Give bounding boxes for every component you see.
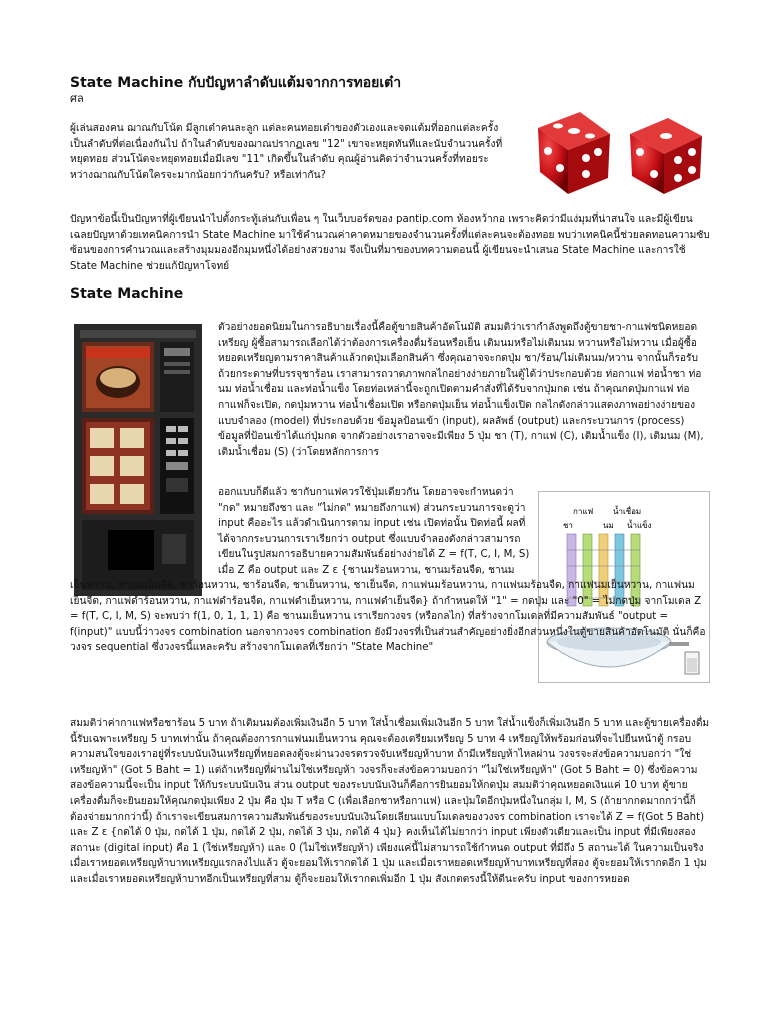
label-tea: ชา — [563, 521, 573, 530]
problem-paragraph: ปัญหาข้อนี้เป็นปัญหาที่ผู้เขียนนำไปตั้งกระทู้เล่นกับเพื่อน ๆ ในเว็บบอร์ดของ pantip.com ห้องหว้ากอ เพราะคิดว่ามีแง่มุมที่น่าสนใจ และมีผู้เขียนเฉลยปัญหาด้วยเทคนิคการนำ State Machine มาใช้คำนวณค่าคาดหมายของจำนวนครั้งที่แต่ละคนจะต้องทอย พบว่าเทคนิคนี้ช่วยลดทอนความซับซ้อนของการคำนวณและสร้างมุมมองอีกมุมหนึ่งได้อย่างสวยงาม จึงเป็นที่มาของบทความตอนนี้ ผู้เขียนจะนำเสนอ State Machine และการใช้ State Machine ช่วยแก้ปัญหาโจทย์ — [70, 214, 710, 272]
label-milk: นม — [603, 521, 614, 530]
body-paragraph-b: ออกแบบก็ดีแล้ว ชากับกาแฟควรใช้ปุ่มเดียวกัน โดยอาจจะกำหนดว่า "กด" หมายถึงชา และ "ไม่กด" หมายถึงกาแฟ) ส่วนกระบวนการจะดูว่า input คืออะไร แล้วดำเนินการตาม input เช่น เปิดท่อนั้น ปิดท่อนี้ ผลที่ได้จากกระบวนการเราเรียกว่า output ซึ่งแบบจำลองดังกล่าวสามารถเขียนในรูปสมการอธิบายความสัมพันธ์อย่างง่ายได้ Z = f(T, C, I, M, S) เมื่อ Z คือ output และ Z ε {ชานมร้อนหวาน, ชานมร้อนจืด, ชานม — [218, 487, 530, 576]
author: ศล — [70, 92, 84, 105]
body-paragraph-c: เย็นหวาน, ชานมเย็นจืด, ชาร้อนหวาน, ชาร้อนจืด, ชาเย็นหวาน, ชาเย็นจืด, กาแฟนมร้อนหวาน, กาแฟนมร้อนจืด, กาแฟนมเย็นหวาน, กาแฟนมเย็นจืด, กาแฟดำร้อนหวาน, กาแฟดำร้อนจืด, กาแฟดำเย็นหวาน, กาแฟดำเย็นจืด} ถ้ากำหนดให้ "1" = กดปุ่ม และ "0" = ไม่กดปุ่ม จากโมเดล Z = f(T, C, I, M, S) จะพบว่า f(1, 0, 1, 1, 1) คือ ชานมเย็นหวาน เราเรียกวงจร (หรือกลไก) ที่สร้างจากโมเดลที่มีความสัมพันธ์ "output = f(input)" แบบนี้ว่าวงจร combination นอกจากวงจร combination ยังมีวงจรที่เป็นส่วนสำคัญอย่างยิ่งอีกส่วนหนึ่งในตู้ขายสินค้าอัตโนมัติ นั่นก็คือวงจร sequential ซึ่งวงจรนี้แหละครับ สร้างจากโมเดลที่เรียกว่า "State Machine" — [70, 580, 706, 654]
intro-paragraph: ผู้เล่นสองคน ฌาณกับโน้ต มีลูกเต๋าคนละลูก แต่ละคนทอยเต๋าของตัวเองและจดแต้มที่ออกแต่ละครั้งเป็นลำดับที่ต่อเนื่องกันไป ถ้าในลำดับของฌาณปรากฏเลข "12" เขาจะหยุดทันทีและนับจำนวนครั้งที่หยุดทอย ส่วนโน้ตจะหยุดทอยเมื่อมีเลข "11" เกิดขึ้นในลำดับ คุณผู้อ่านคิดว่าจำนวนครั้งที่ทอยระหว่างฌาณกับโน้ตใครจะมากน้อยกว่ากันครับ? หรือเท่ากัน? — [70, 123, 503, 181]
label-syrup: น้ำเชื่อม — [613, 507, 642, 516]
dice-image — [518, 100, 714, 196]
vending-machine-image — [72, 322, 204, 598]
section-heading: State Machine — [70, 286, 184, 302]
article-title: State Machine กับปัญหาลำดับแต้มจากการทอยเต๋า — [70, 75, 402, 91]
label-ice: น้ำแข็ง — [627, 521, 652, 530]
body-paragraph-d: สมมติว่าค่ากาแฟหรือชาร้อน 5 บาท ถ้าเติมนมต้องเพิ่มเงินอีก 5 บาท ใส่น้ำเชื่อมเพิ่มเงินอีก 5 บาท ใส่น้ำแข็งก็เพิ่มเงินอีก 5 บาท และตู้ขายเครื่องดื่มนี้รับเฉพาะเหรียญ 5 บาทเท่านั้น ถ้าคุณต้องการกาแฟนมเย็นหวาน คุณจะต้องเตรียมเหรียญ 5 บาท 4 เหรียญให้พร้อมก่อนที่จะไปยืนหน้าตู้ กรอบความสนใจของเราอยู่ที่ระบบนับเงินเหรียญที่หยอดลงตู้จะผ่านวงจรตรวจจับเหรียญห้าบาท ถ้ามีเหรียญห้าไหลผ่าน วงจรจะส่งข้อความบอกว่า "ใช่เหรียญห้า" (Got 5 Baht = 1) แต่ถ้าเหรียญที่ผ่านไม่ใช่เหรียญห้า วงจรก็จะส่งข้อความบอกว่า "ไม่ใช่เหรียญห้า" (Got 5 Baht = 0) ซึ่งข้อความสองข้อความนี้จะเป็น input ให้กับระบบนับเงิน ส่วน output ของระบบนับเงินก็คือการยินยอมให้กดปุ่ม สมมติว่าคุณหยอดเงินแค่ 10 บาท ตู้ขายเครื่องดื่มก็จะยินยอมให้คุณกดปุ่มเพียง 2 ปุ่ม คือ ปุ่ม T หรือ C (เพื่อเลือกชาหรือกาแฟ) และปุ่มใดอีกปุ่มหนึ่งในกลุ่ม I, M, S (ถ้ายากกดมากกว่านี้ก็ต้องจ่ายมากกว่านี้) ถ้าเราจะเขียนสมการความสัมพันธ์ของระบบนับเงินโดยเลียนแบบโมเดลของวงจร combination เราจะได้ Z = f(Got 5 Baht) และ Z ε {กดได้ 0 ปุ่ม, กดได้ 1 ปุ่ม, กดได้ 2 ปุ่ม, กดได้ 3 ปุ่ม, กดได้ 4 ปุ่ม} คงเห็นได้ไม่ยากว่า input เพียงตัวเดียวและเป็น input ที่มีเพียงสองสถานะ (digital input) คือ 1 (ใช่เหรียญห้า) และ 0 (ไม่ใช่เหรียญห้า) เพียงแค่นี้ไม่สามารถใช้กำหนด output ที่มีถึง 5 สถานะได้ ในความเป็นจริง เมื่อเราหยอดเหรียญห้าบาทเหรียญแรกลงไปแล้ว ตู้จะยอมให้เรากดได้ 1 ปุ่ม และเมื่อเราหยอดเหรียญห้าบาทเหรียญที่สอง ตู้จะยอมให้เรากดอีก 1 ปุ่ม และเมื่อเราหยอดเหรียญห้าบาทอีกเป็นเหรียญที่สาม ตู้ก็จะยอมให้เรากดเพิ่มอีก 1 ปุ่ม สังเกตตรงนี้ให้ดีนะครับ input ของการหยอด — [70, 718, 710, 885]
body-paragraph-a: ตัวอย่างยอดนิยมในการอธิบายเรื่องนี้คือตู้ขายสินค้าอัตโนมัติ สมมติว่าเรากำลังพูดถึงตู้ขายชา-กาแฟชนิดหยอดเหรียญ ผู้ซื้อสามารถเลือกได้ว่าต้องการเครื่องดื่มร้อนหรือเย็น เติมนมหรือไม่เติมนม หวานหรือไม่หวาน เมื่อผู้ซื้อหยอดเหรียญตามราคาสินค้าแล้วกดปุ่มเลือกสินค้า ซึ่งคุณอาจจะกดปุ่ม ชา/ร้อน/ไม่เติมนม/หวาน จากนั้นก็รอรับถ้วยกระดาษที่บรรจุชาร้อน เราสามารถวาดภาพกลไกอย่างง่ายภายในตู้ได้ว่าประกอบด้วย ท่อกาแฟ ท่อน้ำชา ท่อนม ท่อน้ำเชื่อม และท่อน้ำแข็ง โดยท่อเหล่านี้จะถูกเปิดตามคำสั่งที่ได้รับจากปุ่มกด เช่น ถ้าคุณกดปุ่มกาแฟ ท่อกาแฟก็จะเปิด, กดปุ่มหวาน ท่อน้ำเชื่อมเปิด หรือกดปุ่มเย็น ท่อน้ำแข็งเปิด กลไกดังกล่าวแสดงภาพอย่างง่ายของแบบจำลอง (model) ที่ประกอบด้วย ข้อมูลป้อนเข้า (input), ผลลัพธ์ (output) และกระบวนการ (process) ข้อมูลที่ป้อนเข้าได้แก่ปุ่มกด จากตัวอย่างเราอาจจะมีเพียง 5 ปุ่ม ชา (T), กาแฟ (C), เติมน้ำแข็ง (I), เติมนม (M), เติมน้ำเชื่อม (S) (ว่าโดยหลักการการ — [218, 322, 704, 458]
label-coffee: กาแฟ — [573, 507, 594, 516]
